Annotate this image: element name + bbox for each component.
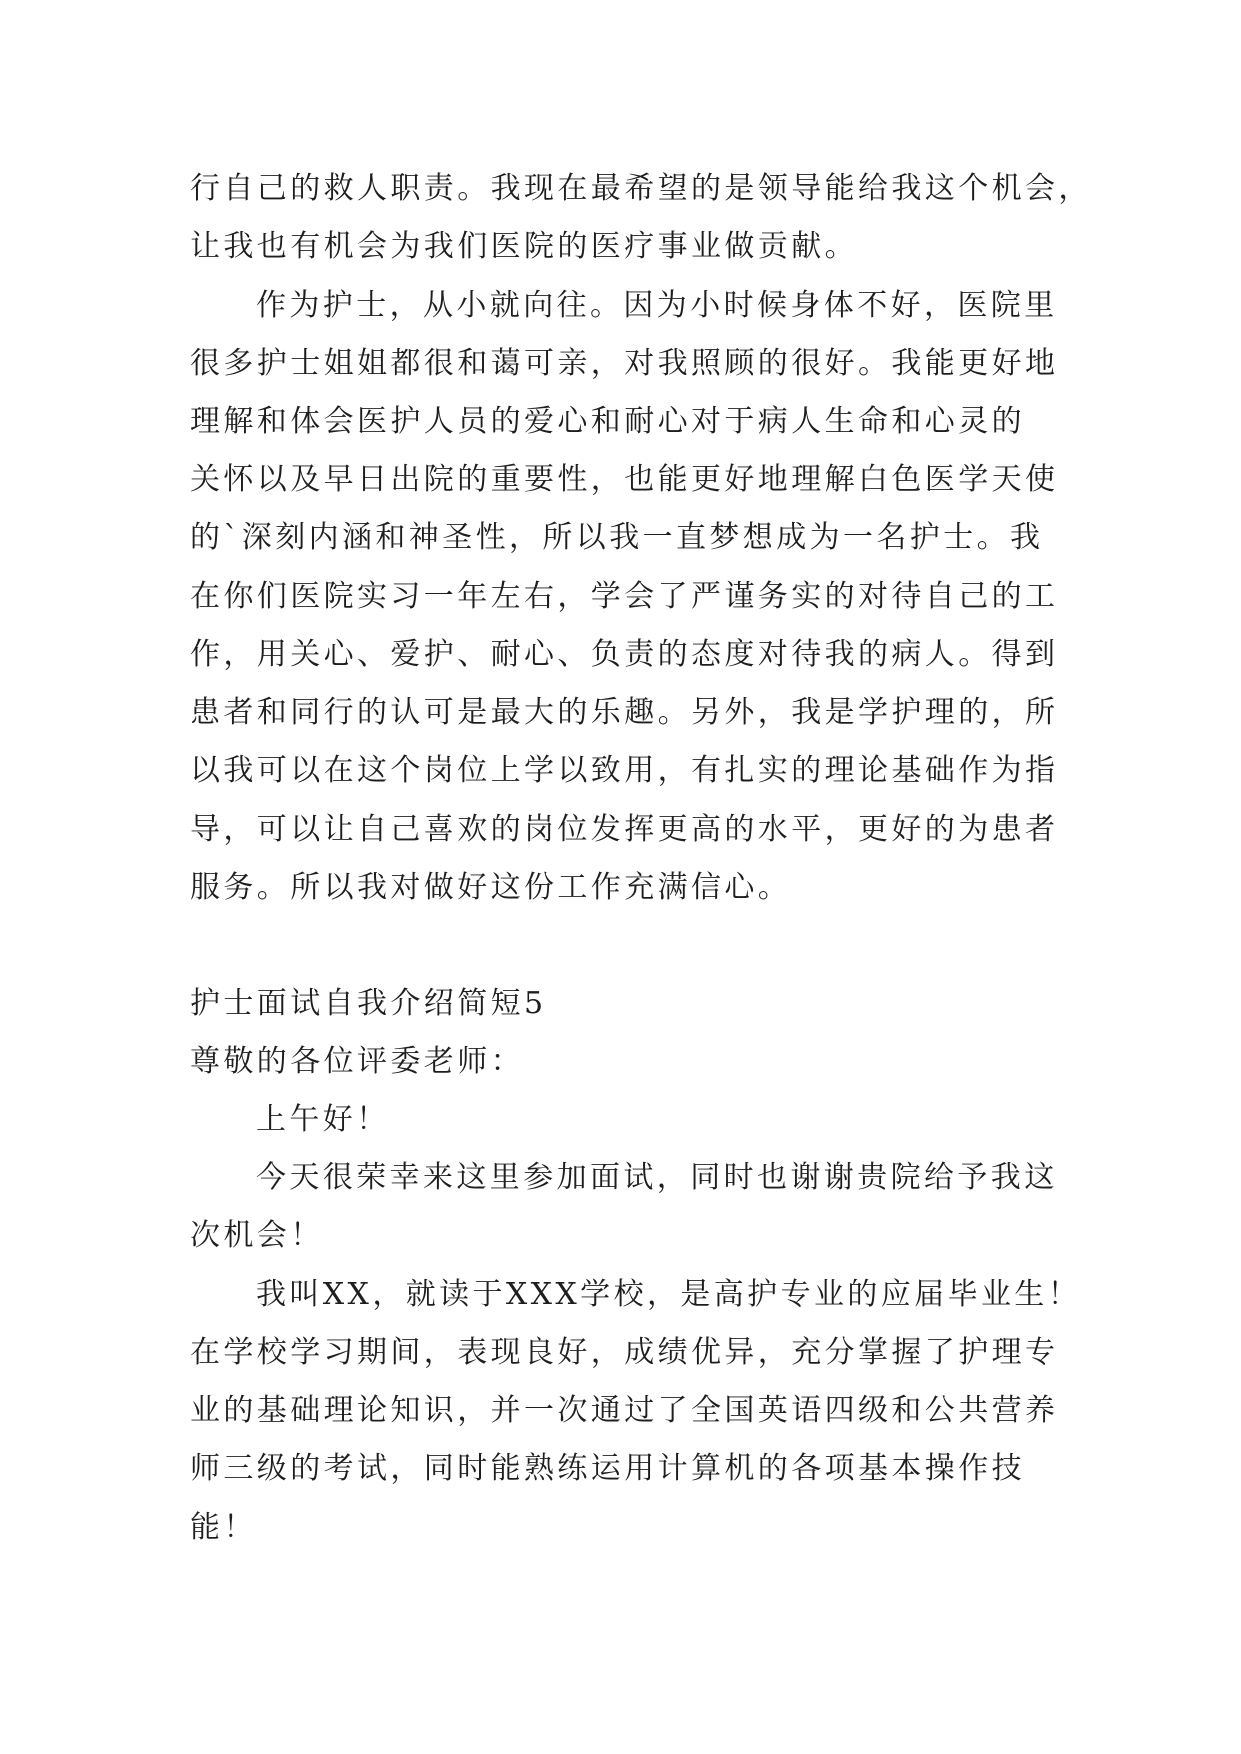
- paragraph-line: 患者和同行的认可是最大的乐趣。另外，我是学护理的，所: [190, 695, 1059, 730]
- salutation: 尊敬的各位评委老师：: [190, 1044, 524, 1079]
- paragraph-line: 业的基础理论知识，并一次通过了全国英语四级和公共营养: [190, 1393, 1059, 1428]
- paragraph-line: 作为护士，从小就向往。因为小时候身体不好，医院里: [256, 288, 1058, 323]
- paragraph-line: 让我也有机会为我们医院的医疗事业做贡献。: [190, 229, 858, 264]
- paragraph-line: 以我可以在这个岗位上学以致用，有扎实的理论基础作为指: [190, 753, 1059, 788]
- paragraph-line: 师三级的考试，同时能熟练运用计算机的各项基本操作技: [190, 1451, 1025, 1486]
- paragraph-line: 我叫XX，就读于XXX学校，是高护专业的应届毕业生！: [256, 1277, 1082, 1312]
- greeting: 上午好！: [256, 1102, 390, 1137]
- paragraph-line: 次机会！: [190, 1218, 324, 1253]
- paragraph-line: 服务。所以我对做好这份工作充满信心。: [190, 870, 792, 905]
- paragraph-line: 在学校学习期间，表现良好，成绩优异，充分掌握了护理专: [190, 1335, 1059, 1370]
- paragraph-line: 今天很荣幸来这里参加面试，同时也谢谢贵院给予我这: [256, 1160, 1058, 1195]
- paragraph-line: 关怀以及早日出院的重要性，也能更好地理解白色医学天使: [190, 462, 1059, 497]
- paragraph-line: 导，可以让自己喜欢的岗位发挥更高的水平，更好的为患者: [190, 812, 1059, 847]
- paragraph-line: 的`深刻内涵和神圣性，所以我一直梦想成为一名护士。我: [190, 520, 1044, 555]
- paragraph-line: 作，用关心、爱护、耐心、负责的态度对待我的病人。得到: [190, 637, 1059, 672]
- paragraph-line: 能！: [190, 1510, 257, 1545]
- section-heading: 护士面试自我介绍简短5: [190, 986, 547, 1021]
- paragraph-line: 行自己的救人职责。我现在最希望的是领导能给我这个机会，: [190, 171, 1092, 206]
- paragraph-line: 理解和体会医护人员的爱心和耐心对于病人生命和心灵的: [190, 404, 1025, 439]
- paragraph-line: 很多护士姐姐都很和蔼可亲，对我照顾的很好。我能更好地: [190, 346, 1059, 381]
- paragraph-line: 在你们医院实习一年左右，学会了严谨务实的对待自己的工: [190, 579, 1059, 614]
